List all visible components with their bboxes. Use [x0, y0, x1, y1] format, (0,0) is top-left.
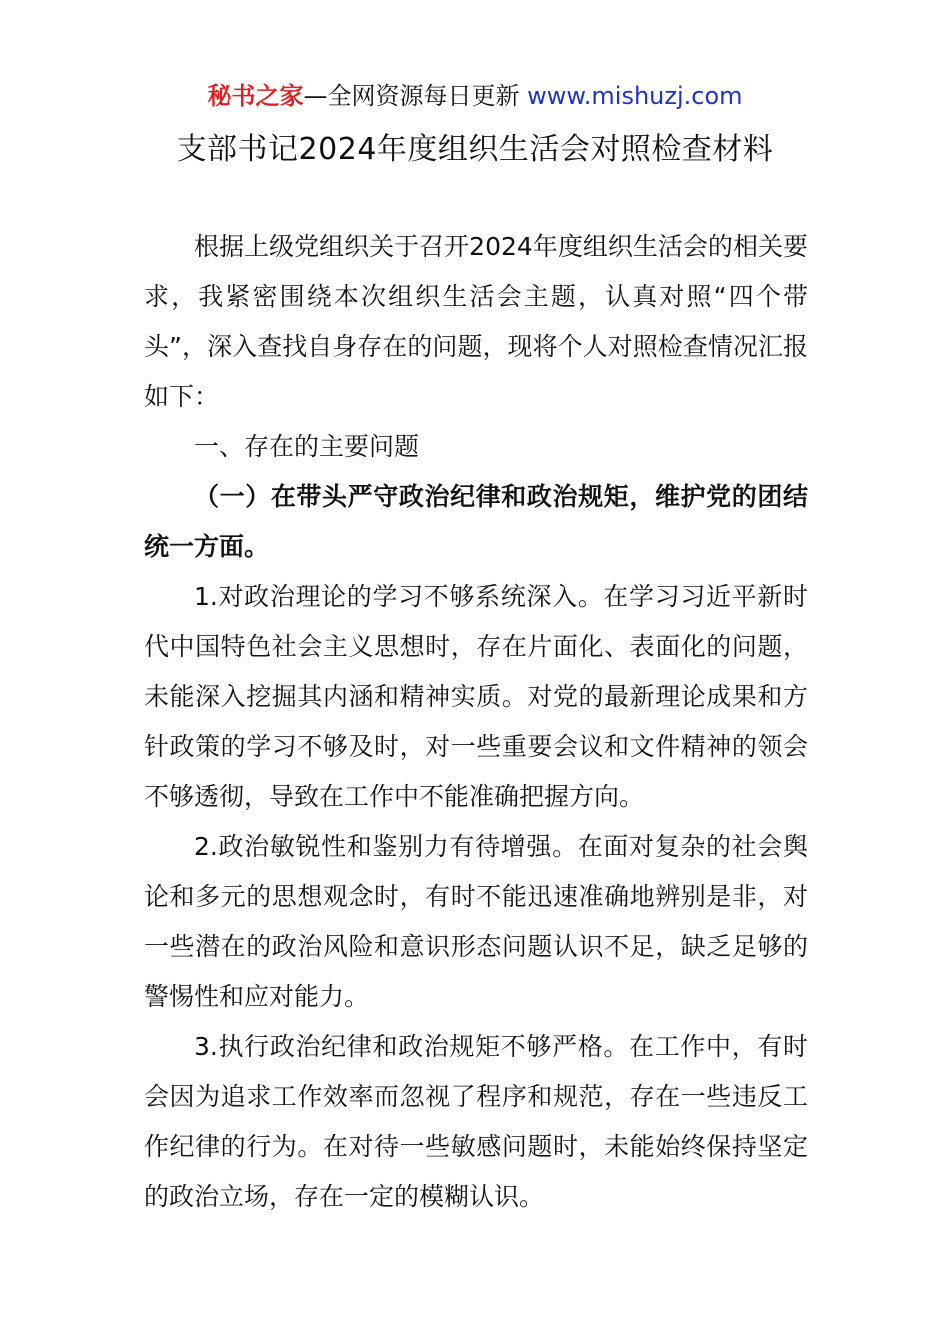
list-item-3: 3.执行政治纪律和政治规矩不够严格。在工作中，有时会因为追求工作效率而忽视了程序和规范，存在一些违反工作纪律的行为。在对待一些敏感问题时，未能始终保持坚定的政治立场，存在一定的模糊认识。 — [144, 1032, 808, 1211]
intro-paragraph: 根据上级党组织关于召开2024年度组织生活会的相关要求，我紧密围绕本次组织生活会主题，认真对照“四个带头”，深入查找自身存在的问题，现将个人对照检查情况汇报如下： — [144, 232, 808, 411]
list-item-1: 1.对政治理论的学习不够系统深入。在学习习近平新时代中国特色社会主义思想时，存在片面化、表面化的问题，未能深入挖掘其内涵和精神实质。对党的最新理论成果和方针政策的学习不够及时，对一些重要会议和文件精神的领会不够透彻，导致在工作中不能准确把握方向。 — [144, 582, 808, 811]
list-item-2: 2.政治敏锐性和鉴别力有待增强。在面对复杂的社会舆论和多元的思想观念时，有时不能迅速准确地辨别是非，对一些潜在的政治风险和意识形态问题认识不足，缺乏足够的警惕性和应对能力。 — [144, 832, 808, 1011]
document-title: 支部书记2024年度组织生活会对照检查材料 — [176, 132, 774, 167]
subsection-heading: （一）在带头严守政治纪律和政治规矩，维护党的团结统一方面。 — [144, 482, 808, 561]
section-heading: 一、存在的主要问题 — [194, 432, 420, 461]
brand-name: 秘书之家 — [207, 82, 304, 110]
header-tagline: —全网资源每日更新 — [303, 82, 528, 110]
document-body — [144, 222, 808, 1222]
site-url-link[interactable]: www.mishuzj.com — [527, 82, 743, 110]
site-header — [0, 78, 950, 114]
